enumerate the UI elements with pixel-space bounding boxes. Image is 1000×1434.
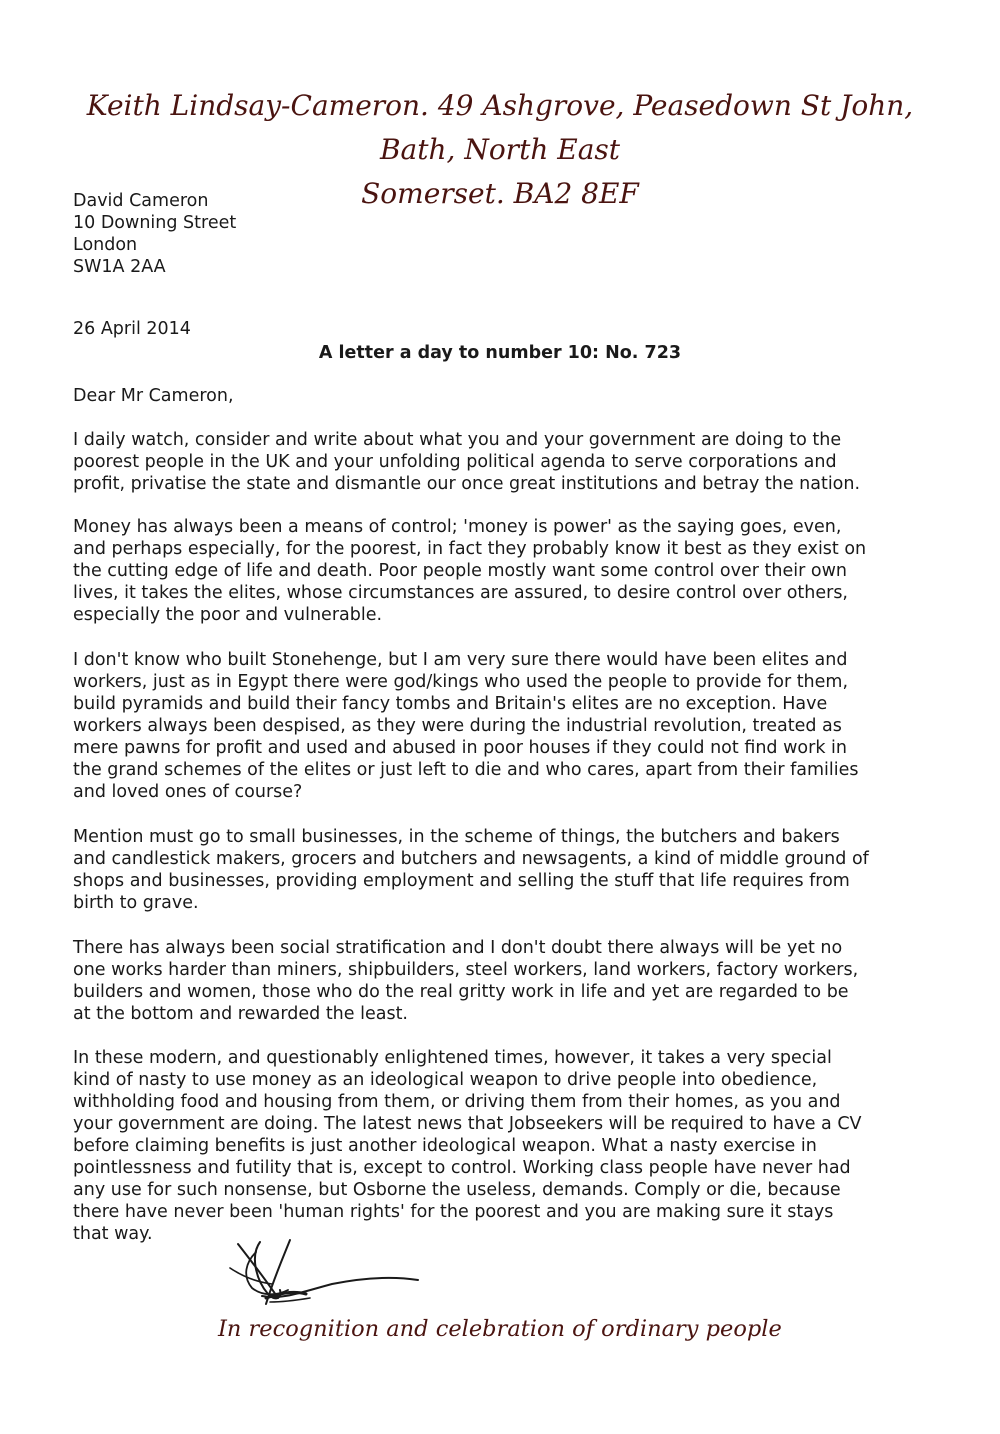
paragraph-line: Money has always been a means of control; 'money is power' as the saying goes, even, (73, 517, 842, 537)
paragraph-line: withholding food and housing from them, or driving them from their homes, as you and (73, 1092, 841, 1112)
paragraph-line: and candlestick makers, grocers and butchers and newsagents, a kind of middle ground of (73, 849, 869, 869)
paragraph-line: that way. (73, 1224, 153, 1244)
paragraph-line: builders and women, those who do the real gritty work in life and yet are regarded to be (73, 982, 849, 1002)
paragraph-line: the grand schemes of the elites or just left to die and who cares, apart from their families (73, 760, 859, 780)
paragraph-line: Mention must go to small businesses, in the scheme of things, the butchers and bakers (73, 827, 840, 847)
paragraph-line: there have never been 'human rights' for the poorest and you are making sure it stays (73, 1202, 834, 1222)
recipient-address (73, 190, 236, 278)
paragraph-line: and loved ones of course? (73, 782, 303, 802)
paragraph-line: the cutting edge of life and death. Poor people mostly want some control over their own (73, 561, 847, 581)
recipient-postcode: SW1A 2AA (73, 257, 166, 277)
paragraph-line: I don't know who built Stonehenge, but I am very sure there would have been elites and (73, 650, 848, 670)
handwritten-signature (222, 1232, 432, 1312)
paragraph-line: your government are doing. The latest news that Jobseekers will be required to have a CV (73, 1114, 862, 1134)
paragraph-6 (73, 1047, 913, 1245)
letterhead-line-1: Keith Lindsay-Cameron. 49 Ashgrove, Peasedown St John, Bath, North East (86, 89, 914, 166)
letterhead-line-2: Somerset. BA2 8EF (361, 177, 639, 210)
recipient-name: David Cameron (73, 191, 209, 211)
paragraph-line: before claiming benefits is just another ideological weapon. What a nasty exercise in (73, 1136, 817, 1156)
paragraph-line: lives, it takes the elites, whose circumstances are assured, to desire control over others, (73, 583, 848, 603)
letter-heading: A letter a day to number 10: No. 723 (318, 343, 682, 363)
paragraph-line: especially the poor and vulnerable. (73, 605, 383, 625)
paragraph-line: I daily watch, consider and write about what you and your government are doing to the (73, 430, 842, 450)
paragraph-3 (73, 649, 913, 803)
paragraph-line: kind of nasty to use money as an ideological weapon to drive people into obedience, (73, 1070, 818, 1090)
paragraph-line: one works harder than miners, shipbuilders, steel workers, land workers, factory workers, (73, 960, 859, 980)
paragraph-line: birth to grave. (73, 893, 199, 913)
paragraph-line: workers, just as in Egypt there were god/kings who used the people to provide for them, (73, 672, 849, 692)
paragraph-4 (73, 826, 913, 914)
footer-tagline: In recognition and celebration of ordinary people (218, 1316, 782, 1342)
salutation: Dear Mr Cameron, (73, 386, 234, 406)
paragraph-line: mere pawns for profit and used and abused in poor houses if they could not find work in (73, 738, 847, 758)
paragraph-line: There has always been social stratification and I don't doubt there always will be yet no (73, 938, 843, 958)
paragraph-line: pointlessness and futility that is, except to control. Working class people have never had (73, 1158, 851, 1178)
paragraph-line: poorest people in the UK and your unfolding political agenda to serve corporations and (73, 452, 837, 472)
paragraph-line: build pyramids and build their fancy tombs and Britain's elites are no exception. Have (73, 694, 828, 714)
paragraph-line: In these modern, and questionably enlightened times, however, it takes a very special (73, 1048, 832, 1068)
paragraph-line: at the bottom and rewarded the least. (73, 1004, 408, 1024)
letter-date: 26 April 2014 (73, 319, 191, 339)
paragraph-5 (73, 937, 913, 1025)
paragraph-line: and perhaps especially, for the poorest, in fact they probably know it best as they exist on (73, 539, 867, 559)
paragraph-line: shops and businesses, providing employment and selling the stuff that life requires from (73, 871, 850, 891)
paragraph-line: workers always been despised, as they were during the industrial revolution, treated as (73, 716, 842, 736)
recipient-city: London (73, 235, 138, 255)
paragraph-line: any use for such nonsense, but Osborne the useless, demands. Comply or die, because (73, 1180, 841, 1200)
paragraph-line: profit, privatise the state and dismantle our once great institutions and betray the nation. (73, 474, 861, 494)
paragraph-2 (73, 516, 913, 626)
recipient-street: 10 Downing Street (73, 213, 237, 233)
paragraph-1 (73, 429, 913, 495)
